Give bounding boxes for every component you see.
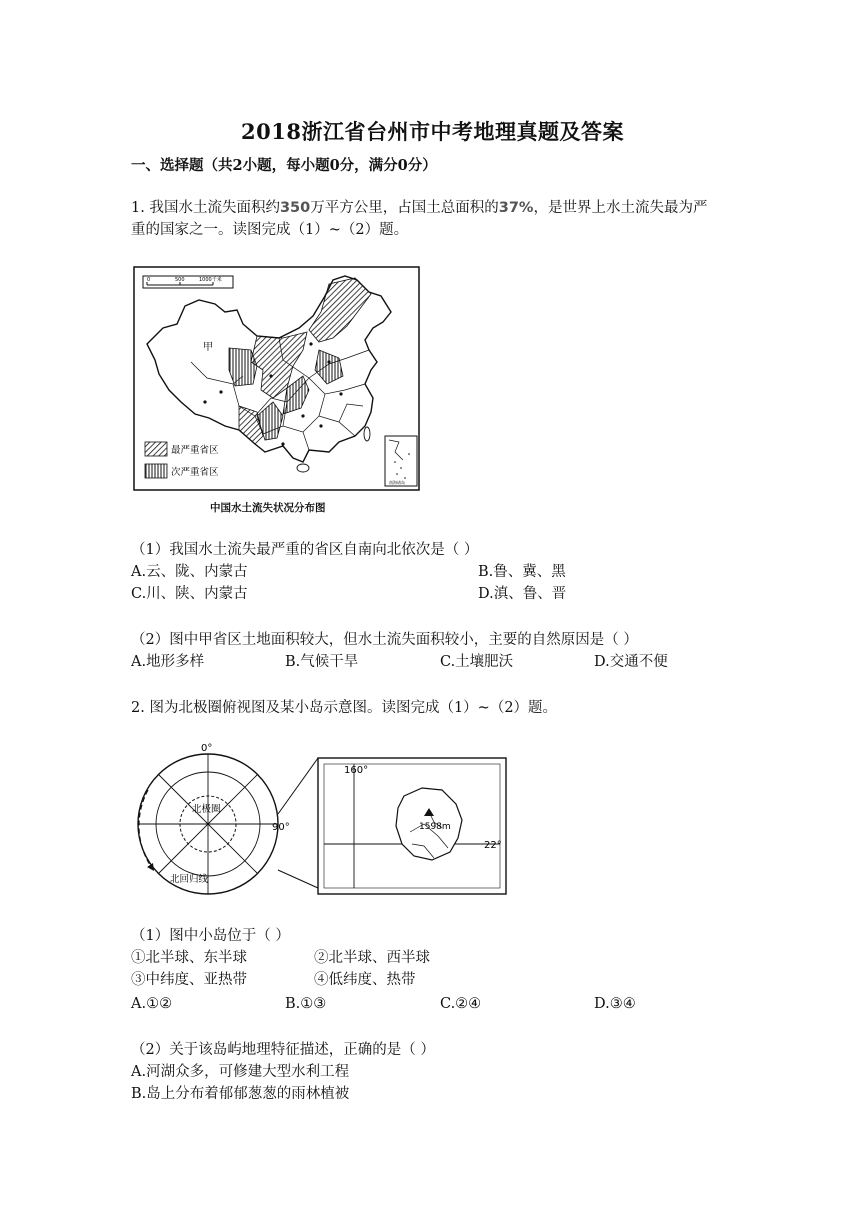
q2-sub1-statement-2: ②北半球、西半球: [314, 950, 430, 966]
q2-sub1-statement-4: ④低纬度、热带: [314, 972, 416, 988]
q2-sub2-stem: （2）关于该岛屿地理特征描述，正确的是（ ）: [131, 1042, 435, 1058]
q2-sub1-option-a[interactable]: A.①②: [131, 996, 173, 1012]
south-china-sea-inset: [385, 436, 417, 486]
q1-sub2-option-c[interactable]: C.土壤肥沃: [440, 654, 514, 670]
legend-second-label: 次严重省区: [171, 467, 219, 478]
label-jia: 甲: [203, 342, 213, 353]
inset-label: 南海诸岛: [389, 480, 405, 485]
label-peak-elevation: 1598m: [419, 822, 451, 832]
q2-sub1-statement-1: ①北半球、东半球: [131, 950, 247, 966]
legend-second-swatch: [145, 464, 167, 478]
q2-sub2-option-b[interactable]: B.岛上分布着郁郁葱葱的雨林植被: [131, 1086, 350, 1102]
q1-sub2-option-a[interactable]: A.地形多样: [131, 654, 205, 670]
polar-view: [138, 743, 290, 894]
china-soil-erosion-map: [133, 266, 421, 494]
q2-sub1-option-c[interactable]: C.②④: [440, 996, 482, 1012]
q1-sub1-option-a[interactable]: A.云、陇、内蒙古: [131, 564, 248, 580]
q2-sub1-stem: （1）图中小岛位于（ ）: [131, 928, 290, 944]
label-0-deg: 0°: [201, 743, 213, 754]
section-heading: 一、选择题（共2小题，每小题0分，满分0分）: [131, 157, 437, 174]
legend-severe-label: 最严重省区: [171, 445, 219, 456]
q1-sub1-option-d[interactable]: D.滇、鲁、晋: [478, 586, 567, 602]
q1-sub2-option-b[interactable]: B.气候干旱: [285, 654, 359, 670]
legend-severe-swatch: [145, 442, 167, 456]
q1-intro-line2: 重的国家之一。读图完成（1）~（2）题。: [131, 222, 409, 238]
q1-sub2-option-d[interactable]: D.交通不便: [594, 654, 668, 670]
taiwan-island: [364, 427, 370, 441]
hainan-island: [297, 464, 309, 472]
page-title: 2018浙江省台州市中考地理真题及答案: [241, 119, 624, 144]
q2-sub1-option-d[interactable]: D.③④: [594, 996, 636, 1012]
label-90-deg: 90°: [272, 822, 290, 833]
q2-intro: 2. 图为北极圈俯视图及某小岛示意图。读图完成（1）~（2）题。: [131, 700, 558, 716]
q1-intro-a: 1. 我国水土流失面积约: [131, 200, 280, 216]
q1-sub1-stem: （1）我国水土流失最严重的省区自南向北依次是（ ）: [131, 542, 479, 558]
label-160-deg: 160°: [344, 765, 369, 776]
map-caption: 中国水土流失状况分布图: [210, 502, 326, 514]
second-region-west: [229, 348, 257, 386]
q1-intro-b: 万平方公里，占国土总面积的: [310, 200, 499, 216]
arctic-island-figure: [128, 740, 513, 900]
label-22-deg: 22°: [484, 840, 502, 851]
q1-area: 350: [279, 200, 311, 216]
q1-sub1-option-c[interactable]: C.川、陕、内蒙古: [131, 586, 248, 602]
q1-percent: 37%: [498, 200, 534, 216]
q1-intro: [131, 198, 751, 219]
label-tropic-of-cancer: 北回归线: [170, 874, 209, 885]
scale-500: 500: [175, 277, 185, 283]
scale-0: 0: [147, 277, 151, 283]
q1-sub2-stem: （2）图中甲省区土地面积较大，但水土流失面积较小，主要的自然原因是（ ）: [131, 632, 638, 648]
q1-intro-c: ，是世界上水土流失最为严: [533, 200, 708, 216]
q2-sub2-option-a[interactable]: A.河湖众多，可修建大型水利工程: [131, 1064, 350, 1080]
q2-sub1-option-b[interactable]: B.①③: [285, 996, 327, 1012]
q1-sub1-option-b[interactable]: B.鲁、冀、黑: [478, 564, 566, 580]
scale-1000: 1000千米: [199, 277, 222, 283]
label-arctic-circle: 北极圈: [192, 804, 221, 815]
q2-sub1-statement-3: ③中纬度、亚热带: [131, 972, 247, 988]
